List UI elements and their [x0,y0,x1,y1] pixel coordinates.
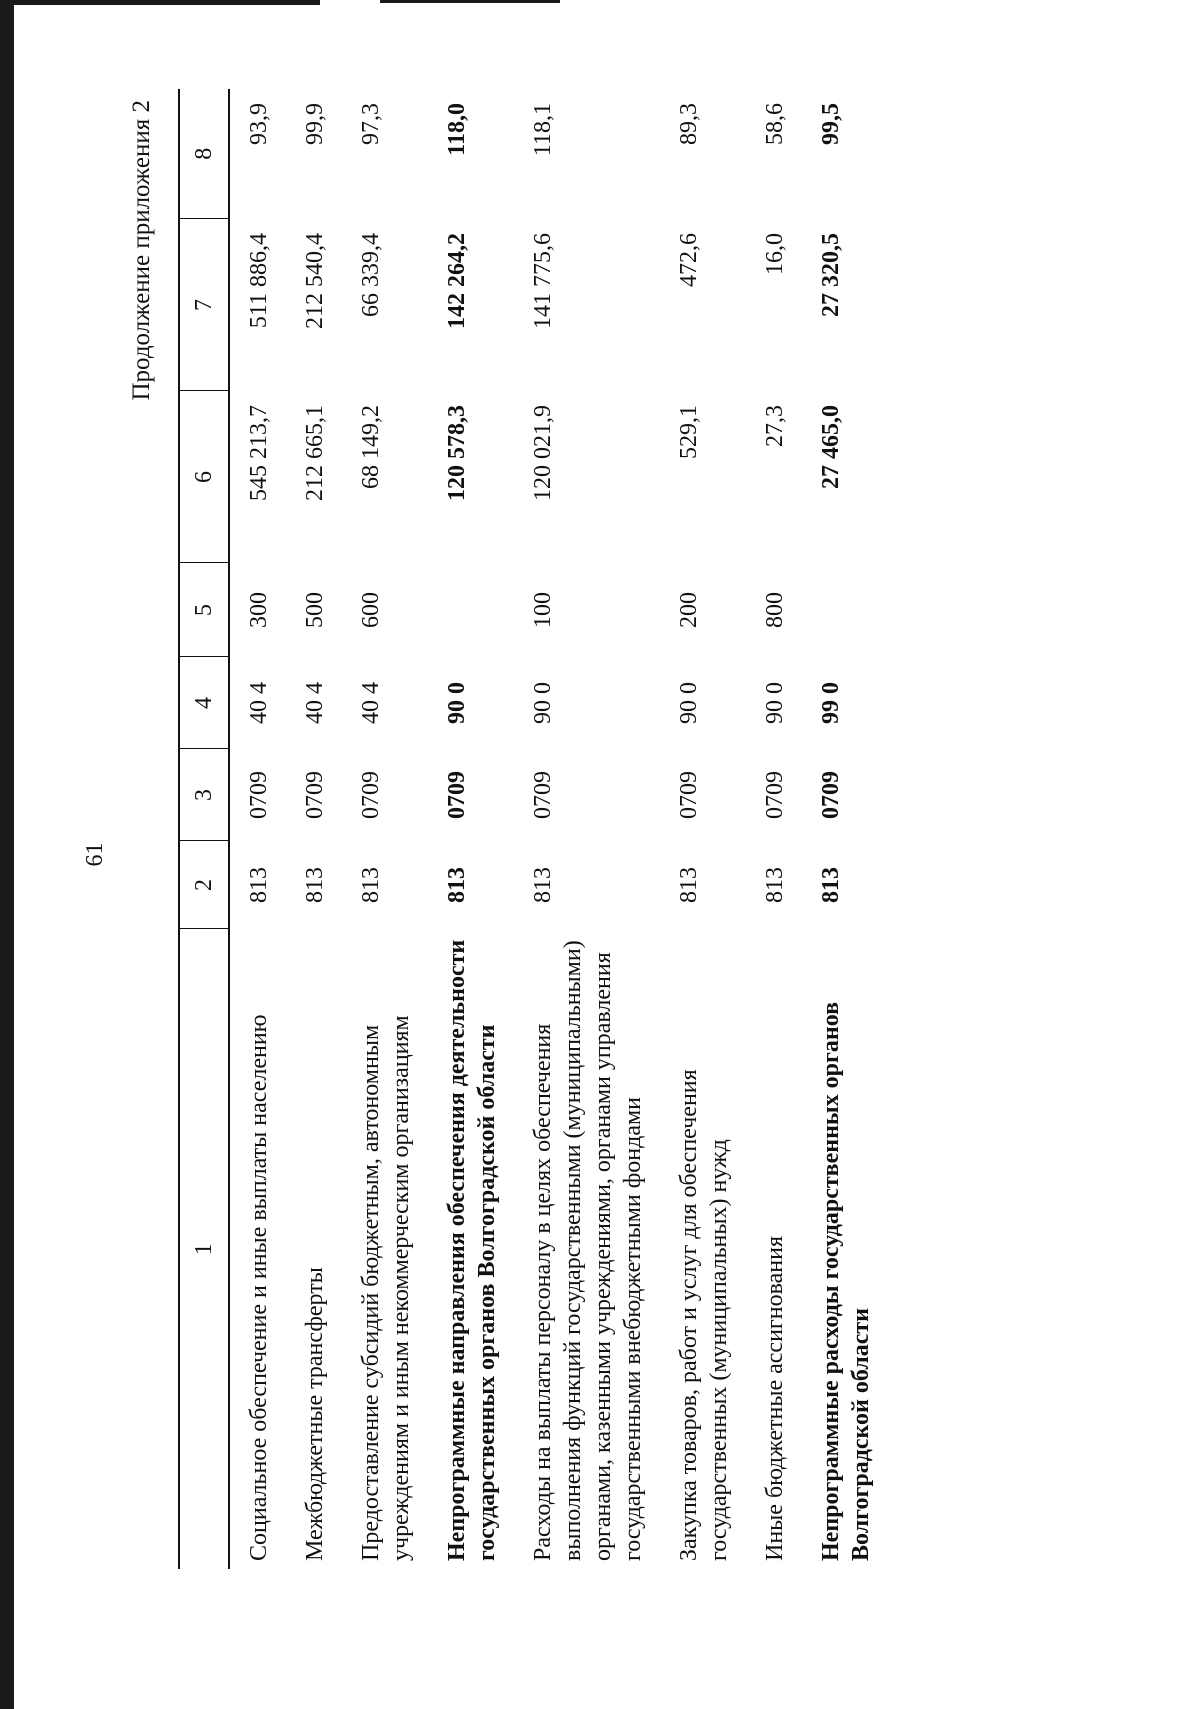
cell-target: 90 0 [444,682,470,724]
cell-expense-type: 300 [246,592,272,628]
cell-target: 90 0 [530,682,556,724]
cell-target: 40 4 [358,682,384,724]
cell-amount-planned: 27 465,0 [818,405,844,489]
cell-ministry: 813 [530,867,556,903]
cell-expense-type: 500 [302,592,328,628]
cell-target: 40 4 [302,682,328,724]
cell-amount-actual: 142 264,2 [444,233,470,329]
column-header: 1 [179,929,229,1569]
row-name: Непрограммные направления обеспечения деятельности государственных органов Волгоградской области [444,939,500,1561]
cell-section: 0709 [762,771,788,819]
cell-expense-type [802,563,888,657]
cell-amount-actual: 16,0 [762,233,788,275]
budget-table [178,89,888,1569]
row-name: Закупка товаров, работ и услуг для обеспечения государственных (муниципальных) нужд [676,1069,732,1561]
table-row [286,89,342,1569]
cell-target: 90 0 [762,682,788,724]
column-header: 8 [179,89,229,219]
cell-expense-type: 100 [530,592,556,628]
cell-ministry: 813 [762,867,788,903]
cell-expense-type: 600 [358,592,384,628]
cell-section: 0709 [676,771,702,819]
continuation-label: Продолжение приложения 2 [128,100,155,401]
cell-target: 90 0 [676,682,702,724]
table-row [746,89,802,1569]
row-name: Предоставление субсидий бюджетным, автономным учреждениям и иным некоммерческим организациям [358,1015,414,1561]
cell-percent: 97,3 [358,103,384,145]
cell-ministry: 813 [302,867,328,903]
cell-amount-actual: 511 886,4 [246,233,272,329]
cell-percent: 99,9 [302,103,328,145]
column-header: 7 [179,219,229,391]
cell-expense-type [428,563,514,657]
cell-target: 99 0 [818,682,844,724]
cell-amount-actual: 27 320,5 [818,233,844,317]
cell-percent: 118,0 [444,103,470,156]
row-name: Непрограммные расходы государственных органов Волгоградской области [818,1001,874,1561]
cell-amount-actual: 141 775,6 [530,233,556,329]
cell-percent: 99,5 [818,103,844,145]
page-number: 61 [82,842,108,867]
cell-section: 0709 [302,771,328,819]
cell-amount-actual: 212 540,4 [302,233,328,329]
cell-section: 0709 [818,771,844,819]
cell-percent: 118,1 [530,103,556,157]
cell-ministry: 813 [818,867,844,903]
cell-section: 0709 [246,771,272,819]
table-row-subtotal [428,89,514,1569]
cell-amount-planned: 545 213,7 [246,405,272,501]
column-header: 4 [179,657,229,749]
cell-ministry: 813 [358,867,384,903]
cell-percent: 58,6 [762,103,788,145]
cell-amount-planned: 212 665,1 [302,405,328,501]
cell-percent: 93,9 [246,103,272,145]
table-row [342,89,428,1569]
column-header: 3 [179,749,229,841]
cell-amount-planned: 68 149,2 [358,405,384,489]
cell-section: 0709 [530,771,556,819]
row-name: Социальное обеспечение и иные выплаты населению [246,1014,272,1561]
table-row [229,89,286,1569]
cell-amount-actual: 66 339,4 [358,233,384,317]
column-header: 2 [179,841,229,929]
cell-section: 0709 [444,771,470,819]
table-row [660,89,746,1569]
cell-section: 0709 [358,771,384,819]
cell-amount-planned: 529,1 [676,405,702,459]
cell-amount-planned: 27,3 [762,405,788,447]
row-name: Расходы на выплаты персоналу в целях обеспечения выполнения функций государственными (муниципальными) органами, казенными учреждениями, органами управления государственными внебюджетными фондами [530,940,646,1561]
cell-percent: 89,3 [676,103,702,145]
column-header: 5 [179,563,229,657]
cell-amount-actual: 472,6 [676,233,702,287]
cell-amount-planned: 120 021,9 [530,405,556,501]
cell-expense-type: 800 [762,592,788,628]
cell-ministry: 813 [444,867,470,903]
row-name: Межбюджетные трансферты [302,1267,328,1561]
cell-expense-type: 200 [676,592,702,628]
column-header: 6 [179,391,229,563]
table-row [514,89,660,1569]
cell-ministry: 813 [246,867,272,903]
cell-target: 40 4 [246,682,272,724]
cell-ministry: 813 [676,867,702,903]
table-header-row [179,89,229,1569]
cell-amount-planned: 120 578,3 [444,405,470,501]
row-name: Иные бюджетные ассигнования [762,1236,788,1561]
table-row-subtotal [802,89,888,1569]
